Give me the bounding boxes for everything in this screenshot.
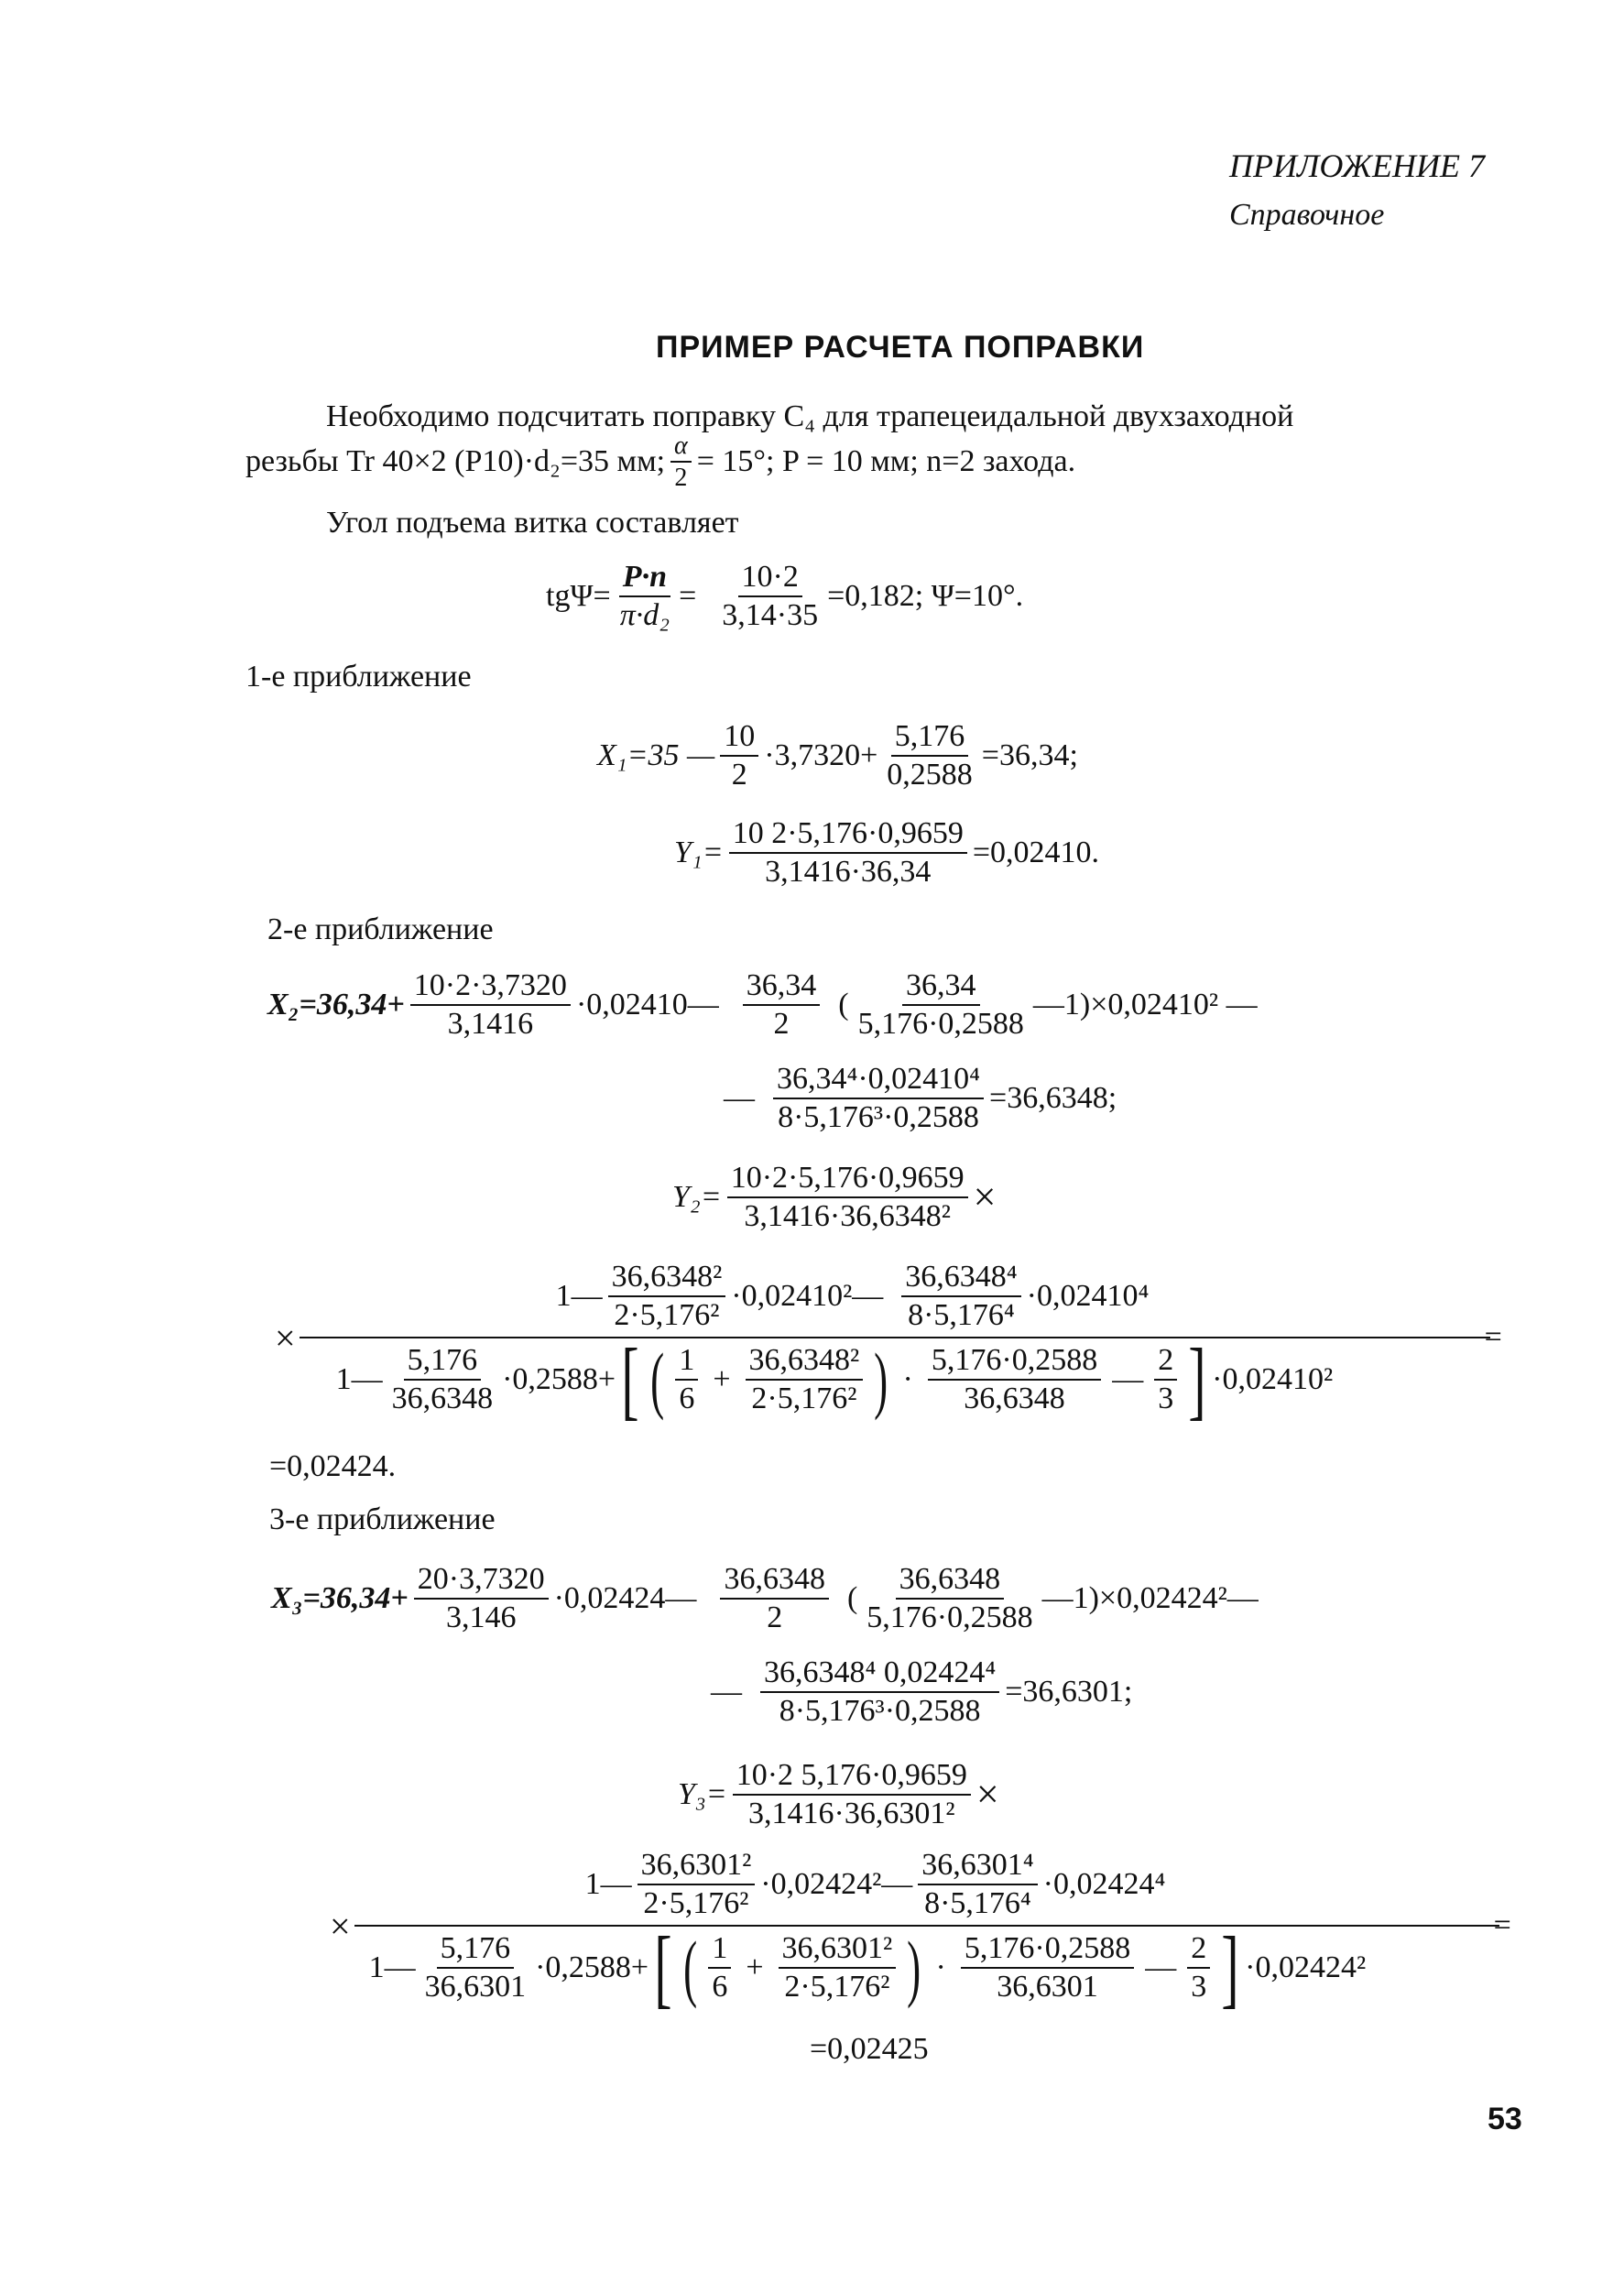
open-bracket: [ <box>621 1329 639 1428</box>
x2-fraction-1 <box>410 969 571 1040</box>
intro-line-2-a: резьбы Tr 40×2 (P10)·d₂=35 мм; <box>245 444 666 479</box>
num-mid: ·0,02424²— <box>760 1866 913 1901</box>
fraction-denominator: 5,176·0,2588 <box>866 1600 1033 1634</box>
fraction-denominator: 8·5,176⁴ <box>924 1885 1031 1920</box>
x3-fraction-4 <box>760 1656 999 1727</box>
den-mid: ·0,2588+ <box>502 1362 616 1397</box>
fraction-denominator: 0,2588 <box>887 757 973 792</box>
close-paren: ) <box>907 1926 921 2010</box>
fraction-numerator: 36,6301² <box>638 1849 756 1885</box>
fraction-numerator: 36,34 <box>902 969 980 1006</box>
x1-result: =36,34; <box>981 737 1078 772</box>
approx3-big-fraction-block <box>330 1848 1511 2016</box>
num-fraction-1 <box>608 1261 726 1331</box>
approx3-x-equation-line1 <box>271 1563 1259 1633</box>
section-title: ПРИМЕР РАСЧЕТА ПОПРАВКИ <box>656 330 1145 365</box>
alpha-half-fraction <box>670 432 692 492</box>
fraction-denominator: 2·5,176² <box>643 1885 749 1920</box>
den-lead: 1— <box>368 1950 416 1985</box>
times-sign: × <box>973 1174 997 1220</box>
den-fraction-3 <box>779 1932 897 2003</box>
fraction-denominator: 8·5,176⁴ <box>908 1297 1015 1332</box>
x3-mid: ·0,02424— <box>553 1580 697 1615</box>
x1-fraction-1 <box>720 720 758 791</box>
fraction-numerator: 36,6348² <box>746 1344 864 1381</box>
approx3-y-equation <box>678 1759 999 1830</box>
approx1-heading: 1-е приближение <box>245 660 472 694</box>
times-sign: × <box>330 1905 351 1947</box>
fraction-denominator: 3,14·35 <box>722 597 819 632</box>
intro-line-2 <box>245 432 1075 492</box>
den-fraction-2 <box>708 1932 731 2003</box>
x2-fraction-2 <box>743 969 821 1040</box>
fraction-numerator: 36,6301² <box>779 1932 897 1969</box>
open-bracket: [ <box>654 1917 672 2016</box>
approx2-x-equation-line2 <box>724 1063 1117 1133</box>
x3-result: =36,6301; <box>1005 1674 1133 1709</box>
fraction-denominator: 8·5,176³·0,2588 <box>778 1099 979 1134</box>
num-mid: ·0,02410²— <box>731 1278 884 1313</box>
leading-minus: — <box>724 1080 755 1115</box>
leading-minus: — <box>711 1674 742 1709</box>
fraction-denominator: 36,6301 <box>424 1970 527 2004</box>
fraction-numerator: 5,176 <box>891 720 969 757</box>
fraction-denominator: 3,1416·36,34 <box>765 854 932 889</box>
x3-fraction-1 <box>414 1563 549 1633</box>
x3-tail: —1)×0,02424²— <box>1041 1580 1259 1615</box>
fraction-denominator: 8·5,176³·0,2588 <box>779 1693 981 1728</box>
big-fraction-numerator <box>300 1261 1490 1338</box>
approx3-x-equation-line2 <box>711 1656 1132 1727</box>
close-bracket: ] <box>1221 1917 1239 2016</box>
fraction-numerator: 10·2 <box>738 561 802 597</box>
den-fraction-4 <box>961 1932 1134 2003</box>
intro-line-3: Угол подъема витка составляет <box>326 506 739 540</box>
fraction-numerator: 2 <box>1154 1344 1177 1381</box>
y2-fraction <box>727 1162 968 1232</box>
fraction-denominator: 3,1416·36,6348² <box>744 1198 951 1233</box>
equals-sign: = <box>1484 1320 1502 1355</box>
minus-sign: — <box>1112 1362 1144 1397</box>
approx2-big-fraction <box>300 1260 1481 1428</box>
approx3-heading: 3-е приближение <box>269 1502 496 1536</box>
fraction-denominator: 6 <box>679 1382 695 1416</box>
fraction-numerator: 10·2·5,176·0,9659 <box>727 1162 968 1198</box>
fraction-numerator: 36,6348 <box>720 1563 829 1600</box>
tg-lhs: tgΨ= <box>546 578 611 613</box>
fraction-numerator: 36,6301⁴ <box>918 1849 1037 1885</box>
equals-sign: = <box>679 578 697 613</box>
open-paren: ( <box>838 987 849 1021</box>
fraction-denominator: 36,6348 <box>964 1382 1065 1416</box>
x2-tail: —1)×0,02410² — <box>1032 987 1258 1021</box>
approx1-x-equation <box>597 720 1078 791</box>
den-fraction-1 <box>421 1932 530 2003</box>
num-tail: ·0,02410⁴ <box>1026 1278 1150 1313</box>
fraction-denominator: 2·5,176² <box>784 1970 890 2004</box>
x3-lhs: X₃=36,34+ <box>271 1580 409 1615</box>
open-paren: ( <box>683 1926 698 2010</box>
fraction-numerator: 10·2·3,7320 <box>410 969 571 1006</box>
big-fraction-denominator <box>354 1917 1376 2016</box>
tg-psi-equation <box>546 561 1023 631</box>
approx2-result: =0,02424. <box>269 1449 397 1483</box>
den-fraction-2 <box>675 1344 698 1415</box>
y1-fraction <box>729 817 967 888</box>
tg-fraction-2 <box>718 561 822 631</box>
open-paren: ( <box>846 1580 858 1615</box>
x1-lhs: X₁=35 — <box>597 737 715 772</box>
appendix-type: Справочное <box>1229 198 1385 232</box>
fraction-numerator: 10 2·5,176·0,9659 <box>729 817 967 854</box>
fraction-denominator: π·d₂ <box>619 597 670 632</box>
fraction-numerator: 5,176 <box>404 1344 482 1381</box>
fraction-denominator: 3 <box>1191 1970 1207 2004</box>
big-fraction-denominator <box>300 1329 1343 1428</box>
fraction-numerator: 5,176 <box>437 1932 515 1969</box>
y1-lhs: Y₁= <box>674 835 724 869</box>
fraction-numerator: 5,176·0,2588 <box>928 1344 1101 1381</box>
den-fraction-3 <box>746 1344 864 1415</box>
fraction-denominator: 5,176·0,2588 <box>857 1006 1024 1041</box>
den-tail: ·0,02410² <box>1212 1362 1334 1397</box>
fraction-numerator: 5,176·0,2588 <box>961 1932 1134 1969</box>
fraction-denominator: 3,1416 <box>447 1006 534 1041</box>
den-fraction-1 <box>388 1344 497 1415</box>
num-lead: 1— <box>555 1278 603 1313</box>
fraction-numerator: 10 <box>720 720 758 757</box>
approx1-y-equation <box>674 817 1099 888</box>
approx2-y-equation <box>672 1162 996 1232</box>
den-mid: ·0,2588+ <box>535 1950 649 1985</box>
den-fraction-5 <box>1154 1344 1177 1415</box>
x2-fraction-4 <box>773 1063 984 1133</box>
x3-fraction-3 <box>863 1563 1036 1633</box>
dot-sign: · <box>902 1362 913 1397</box>
minus-sign: — <box>1145 1950 1177 1985</box>
fraction-numerator: 36,6348 <box>896 1563 1005 1600</box>
y3-fraction <box>733 1759 971 1830</box>
approx3-big-fraction <box>354 1848 1490 2016</box>
fraction-denominator: 3,146 <box>445 1600 517 1634</box>
fraction-denominator: 2·5,176² <box>614 1297 720 1332</box>
fraction-denominator: 6 <box>712 1970 728 2004</box>
page-number: 53 <box>1488 2102 1522 2136</box>
fraction-denominator: 3 <box>1158 1382 1174 1416</box>
approx2-big-fraction-block <box>275 1260 1502 1428</box>
big-fraction-numerator <box>354 1849 1499 1927</box>
fraction-denominator: 2 <box>773 1006 790 1041</box>
fraction-numerator: 1 <box>675 1344 698 1381</box>
fraction-denominator: 2·5,176² <box>751 1382 857 1416</box>
fraction-denominator: 36,6348 <box>391 1382 494 1416</box>
equals-sign: = <box>1493 1908 1511 1943</box>
y3-lhs: Y₃= <box>678 1776 727 1811</box>
fraction-numerator: 20·3,7320 <box>414 1563 549 1600</box>
x3-fraction-2 <box>720 1563 829 1633</box>
close-bracket: ] <box>1188 1329 1206 1428</box>
fraction-numerator: 36,34⁴·0,02410⁴ <box>773 1063 984 1099</box>
tg-result: =0,182; Ψ=10°. <box>827 578 1024 613</box>
plus-sign: + <box>713 1362 731 1397</box>
fraction-numerator: 36,6348² <box>608 1261 726 1297</box>
fraction-denominator: 36,6301 <box>997 1970 1098 2004</box>
fraction-numerator: 1 <box>708 1932 731 1969</box>
fraction-numerator: 36,6348⁴ <box>901 1261 1020 1297</box>
fraction-denominator: 2 <box>674 464 688 493</box>
fraction-numerator: 10·2 5,176·0,9659 <box>733 1759 971 1796</box>
fraction-numerator: 2 <box>1187 1932 1210 1969</box>
x1-fraction-2 <box>883 720 976 791</box>
plus-sign: + <box>746 1950 764 1985</box>
num-fraction-1 <box>638 1849 756 1919</box>
fraction-numerator: 36,34 <box>743 969 821 1006</box>
tg-fraction-1 <box>616 561 673 631</box>
x1-mid: ·3,7320+ <box>764 737 878 772</box>
y1-result: =0,02410. <box>972 835 1100 869</box>
approx2-x-equation-line1 <box>267 969 1258 1040</box>
times-sign: × <box>275 1316 296 1359</box>
fraction-denominator: 2 <box>731 757 747 792</box>
den-fraction-4 <box>928 1344 1101 1415</box>
x2-lhs: X₂=36,34+ <box>267 987 405 1021</box>
x2-fraction-3 <box>855 969 1028 1040</box>
fraction-denominator: 3,1416·36,6301² <box>748 1796 955 1830</box>
fraction-denominator: 2 <box>767 1600 783 1634</box>
times-sign: × <box>975 1772 999 1818</box>
num-tail: ·0,02424⁴ <box>1042 1866 1166 1901</box>
den-lead: 1— <box>335 1362 383 1397</box>
num-fraction-2 <box>901 1261 1020 1331</box>
dot-sign: · <box>935 1950 946 1985</box>
close-paren: ) <box>874 1338 888 1422</box>
approx2-heading: 2-е приближение <box>267 912 494 946</box>
open-paren: ( <box>650 1338 665 1422</box>
approx3-result: =0,02425 <box>810 2032 929 2066</box>
y2-lhs: Y₂= <box>672 1179 722 1214</box>
den-fraction-5 <box>1187 1932 1210 2003</box>
fraction-numerator: 36,6348⁴ 0,02424⁴ <box>760 1656 999 1693</box>
num-lead: 1— <box>584 1866 632 1901</box>
intro-line-2-b: = 15°; P = 10 мм; n=2 захода. <box>696 444 1076 479</box>
den-tail: ·0,02424² <box>1245 1950 1367 1985</box>
intro-line-1: Необходимо подсчитать поправку C₄ для трапецеидальной двухзаходной <box>326 399 1294 433</box>
appendix-label: ПРИЛОЖЕНИЕ 7 <box>1229 147 1485 184</box>
num-fraction-2 <box>918 1849 1037 1919</box>
x2-mid: ·0,02410— <box>575 987 719 1021</box>
fraction-numerator: P·n <box>619 561 670 597</box>
x2-result: =36,6348; <box>989 1080 1117 1115</box>
fraction-numerator: α <box>670 432 692 463</box>
